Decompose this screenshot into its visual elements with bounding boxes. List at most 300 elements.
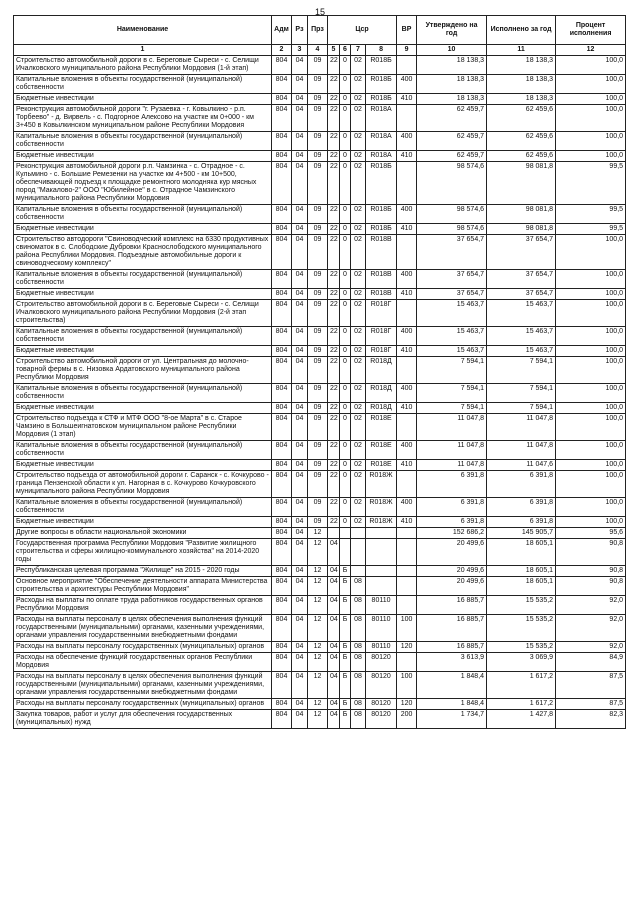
row-csr-direction: 80120 <box>366 672 397 699</box>
table-row <box>14 699 626 710</box>
header-vr: ВР <box>397 16 417 45</box>
row-vr <box>397 105 417 132</box>
row-executed: 98 081,8 <box>487 205 556 224</box>
row-rz: 04 <box>292 528 308 539</box>
row-approved: 15 463,7 <box>417 300 487 327</box>
row-csr-direction: R018А <box>366 132 397 151</box>
row-csr-program: 22 <box>328 327 340 346</box>
row-csr-direction: R018Е <box>366 460 397 471</box>
header-prz: Прз <box>308 16 328 45</box>
table-row <box>14 577 626 596</box>
row-name: Капитальные вложения в объекты государственной (муниципальной) собственности <box>14 441 272 460</box>
row-csr-direction: 80120 <box>366 710 397 729</box>
row-csr-subprogram: 0 <box>340 460 351 471</box>
row-rz: 04 <box>292 224 308 235</box>
row-csr-event: 02 <box>351 460 366 471</box>
row-executed: 98 081,8 <box>487 162 556 205</box>
row-adm: 804 <box>272 132 292 151</box>
row-executed: 18 605,1 <box>487 539 556 566</box>
row-approved: 15 463,7 <box>417 346 487 357</box>
row-adm: 804 <box>272 528 292 539</box>
row-adm: 804 <box>272 414 292 441</box>
row-name: Строительство автодороги "Свиноводческий комплекс на 6330 продуктивных свиноматок в с. Слободские Дубровки Краснослободского муниципального района Республики Мордовия. Подъездные автомобильные дороги к свиноводческому комплексу" <box>14 235 272 270</box>
row-name: Бюджетные инвестиции <box>14 94 272 105</box>
row-adm: 804 <box>272 346 292 357</box>
row-approved: 98 574,6 <box>417 205 487 224</box>
row-name: Строительство подъезда от автомобильной дороги г. Саранск - с. Кочкурово - граница Пензенской области к ул. Нагорная в с. Кочкурово Кочкуровского муниципального района Республики Мордовия <box>14 471 272 498</box>
row-prz: 09 <box>308 414 328 441</box>
row-csr-direction <box>366 528 397 539</box>
row-rz: 04 <box>292 596 308 615</box>
row-vr <box>397 471 417 498</box>
row-rz: 04 <box>292 403 308 414</box>
row-prz: 09 <box>308 132 328 151</box>
row-vr: 100 <box>397 672 417 699</box>
row-adm: 804 <box>272 653 292 672</box>
column-number: 4 <box>308 45 328 56</box>
row-vr <box>397 300 417 327</box>
row-approved: 6 391,8 <box>417 471 487 498</box>
row-approved: 11 047,8 <box>417 414 487 441</box>
row-csr-subprogram: Б <box>340 577 351 596</box>
column-number-row <box>14 45 626 56</box>
table-row <box>14 384 626 403</box>
table-row <box>14 132 626 151</box>
row-percent: 95,6 <box>556 528 626 539</box>
row-executed: 6 391,8 <box>487 471 556 498</box>
row-prz: 12 <box>308 528 328 539</box>
row-executed: 11 047,8 <box>487 441 556 460</box>
row-csr-event: 08 <box>351 672 366 699</box>
row-rz: 04 <box>292 672 308 699</box>
row-executed: 7 594,1 <box>487 403 556 414</box>
row-vr <box>397 596 417 615</box>
row-name: Другие вопросы в области национальной экономики <box>14 528 272 539</box>
row-csr-event: 02 <box>351 151 366 162</box>
row-adm: 804 <box>272 289 292 300</box>
row-csr-event: 02 <box>351 270 366 289</box>
row-csr-direction: R018В <box>366 235 397 270</box>
row-csr-event <box>351 566 366 577</box>
table-row <box>14 94 626 105</box>
row-prz: 09 <box>308 205 328 224</box>
row-rz: 04 <box>292 132 308 151</box>
row-adm: 804 <box>272 460 292 471</box>
row-prz: 12 <box>308 642 328 653</box>
page-number: 15 <box>314 7 325 17</box>
row-executed: 37 654,7 <box>487 235 556 270</box>
row-csr-event: 08 <box>351 653 366 672</box>
row-csr-program: 22 <box>328 205 340 224</box>
row-percent: 100,0 <box>556 498 626 517</box>
table-row <box>14 710 626 729</box>
row-adm: 804 <box>272 539 292 566</box>
row-adm: 804 <box>272 699 292 710</box>
row-csr-subprogram <box>340 539 351 566</box>
row-executed: 7 594,1 <box>487 384 556 403</box>
row-csr-event: 08 <box>351 642 366 653</box>
row-rz: 04 <box>292 517 308 528</box>
row-executed: 1 617,2 <box>487 699 556 710</box>
row-approved: 37 654,7 <box>417 235 487 270</box>
row-vr <box>397 653 417 672</box>
row-adm: 804 <box>272 162 292 205</box>
row-rz: 04 <box>292 56 308 75</box>
row-csr-event: 08 <box>351 699 366 710</box>
row-csr-program: 22 <box>328 105 340 132</box>
row-executed: 15 463,7 <box>487 346 556 357</box>
row-vr: 100 <box>397 615 417 642</box>
row-executed: 18 138,3 <box>487 94 556 105</box>
row-vr: 400 <box>397 270 417 289</box>
row-rz: 04 <box>292 460 308 471</box>
row-prz: 12 <box>308 672 328 699</box>
row-adm: 804 <box>272 642 292 653</box>
row-rz: 04 <box>292 498 308 517</box>
row-percent: 100,0 <box>556 471 626 498</box>
row-prz: 12 <box>308 577 328 596</box>
row-vr: 410 <box>397 460 417 471</box>
row-prz: 09 <box>308 346 328 357</box>
row-prz: 09 <box>308 162 328 205</box>
row-csr-program: 04 <box>328 710 340 729</box>
row-vr: 400 <box>397 441 417 460</box>
row-prz: 09 <box>308 384 328 403</box>
row-csr-direction: R018Г <box>366 327 397 346</box>
row-csr-subprogram: 0 <box>340 300 351 327</box>
row-name: Реконструкция автомобильной дороги р.п. Чамзинка - с. Отрадное - с. Кульмино - с. Большие Ремезенки на участке км 4+500 - км 10+500, обеспечивающей подъезд к площадке ремонтного молодняка кур мясных пород "Макалово-2" ООО "Юбилейное" в с. Отрадное Чамзинского муниципального района Республики Мордовия <box>14 162 272 205</box>
row-csr-program: 22 <box>328 403 340 414</box>
row-rz: 04 <box>292 577 308 596</box>
table-row <box>14 539 626 566</box>
header-approved: Утверждено на год <box>417 16 487 45</box>
table-row <box>14 151 626 162</box>
row-csr-subprogram: Б <box>340 566 351 577</box>
row-approved: 1 734,7 <box>417 710 487 729</box>
row-csr-event: 02 <box>351 105 366 132</box>
row-csr-subprogram: Б <box>340 642 351 653</box>
row-percent: 92,0 <box>556 596 626 615</box>
table-row <box>14 346 626 357</box>
row-approved: 20 499,6 <box>417 566 487 577</box>
row-adm: 804 <box>272 577 292 596</box>
row-csr-direction: R018Б <box>366 94 397 105</box>
row-csr-direction: R018Б <box>366 205 397 224</box>
row-name: Закупка товаров, работ и услуг для обеспечения государственных (муниципальных) нужд <box>14 710 272 729</box>
row-name: Бюджетные инвестиции <box>14 403 272 414</box>
row-vr: 410 <box>397 517 417 528</box>
row-executed: 15 535,2 <box>487 596 556 615</box>
column-number: 5 <box>328 45 340 56</box>
row-rz: 04 <box>292 642 308 653</box>
table-row <box>14 653 626 672</box>
row-csr-direction: R018Е <box>366 441 397 460</box>
row-csr-subprogram <box>340 528 351 539</box>
row-csr-direction: 80110 <box>366 615 397 642</box>
row-percent: 92,0 <box>556 642 626 653</box>
row-executed: 15 463,7 <box>487 327 556 346</box>
row-csr-program: 22 <box>328 132 340 151</box>
row-csr-program: 22 <box>328 270 340 289</box>
row-name: Капитальные вложения в объекты государственной (муниципальной) собственности <box>14 132 272 151</box>
row-csr-program: 22 <box>328 357 340 384</box>
row-approved: 18 138,3 <box>417 94 487 105</box>
row-executed: 11 047,8 <box>487 414 556 441</box>
row-percent: 100,0 <box>556 384 626 403</box>
row-approved: 98 574,6 <box>417 162 487 205</box>
row-prz: 09 <box>308 441 328 460</box>
row-csr-direction: R018А <box>366 151 397 162</box>
row-csr-direction: R018Д <box>366 403 397 414</box>
row-name: Основное мероприятие "Обеспечение деятельности аппарата Министерства строительства и архитектуры Республики Мордовия" <box>14 577 272 596</box>
row-adm: 804 <box>272 75 292 94</box>
row-vr: 200 <box>397 710 417 729</box>
row-rz: 04 <box>292 357 308 384</box>
row-executed: 62 459,6 <box>487 105 556 132</box>
row-csr-event: 02 <box>351 384 366 403</box>
row-percent: 100,0 <box>556 414 626 441</box>
row-csr-direction: R018Б <box>366 75 397 94</box>
row-adm: 804 <box>272 672 292 699</box>
row-name: Капитальные вложения в объекты государственной (муниципальной) собственности <box>14 498 272 517</box>
row-adm: 804 <box>272 300 292 327</box>
row-prz: 09 <box>308 235 328 270</box>
row-vr <box>397 539 417 566</box>
row-csr-direction: 80120 <box>366 653 397 672</box>
row-name: Капитальные вложения в объекты государственной (муниципальной) собственности <box>14 270 272 289</box>
row-adm: 804 <box>272 224 292 235</box>
row-csr-event: 08 <box>351 710 366 729</box>
budget-execution-table <box>13 15 626 729</box>
row-csr-direction: R018Ж <box>366 471 397 498</box>
row-name: Бюджетные инвестиции <box>14 460 272 471</box>
row-adm: 804 <box>272 710 292 729</box>
row-csr-event: 02 <box>351 94 366 105</box>
row-executed: 145 905,7 <box>487 528 556 539</box>
row-name: Бюджетные инвестиции <box>14 151 272 162</box>
row-prz: 09 <box>308 300 328 327</box>
row-vr: 400 <box>397 132 417 151</box>
row-percent: 100,0 <box>556 151 626 162</box>
row-name: Бюджетные инвестиции <box>14 346 272 357</box>
row-csr-subprogram: 0 <box>340 289 351 300</box>
row-name: Расходы на выплаты персоналу государственных (муниципальных) органов <box>14 642 272 653</box>
row-percent: 90,8 <box>556 539 626 566</box>
row-adm: 804 <box>272 517 292 528</box>
row-vr: 400 <box>397 75 417 94</box>
row-vr <box>397 235 417 270</box>
row-approved: 1 848,4 <box>417 699 487 710</box>
row-executed: 18 605,1 <box>487 577 556 596</box>
row-csr-subprogram: 0 <box>340 105 351 132</box>
row-approved: 16 885,7 <box>417 642 487 653</box>
row-percent: 100,0 <box>556 517 626 528</box>
row-name: Бюджетные инвестиции <box>14 224 272 235</box>
row-adm: 804 <box>272 270 292 289</box>
row-adm: 804 <box>272 327 292 346</box>
row-csr-program: 22 <box>328 414 340 441</box>
row-percent: 100,0 <box>556 403 626 414</box>
row-rz: 04 <box>292 235 308 270</box>
row-csr-subprogram: Б <box>340 653 351 672</box>
row-csr-program: 04 <box>328 672 340 699</box>
row-csr-subprogram: 0 <box>340 327 351 346</box>
row-executed: 62 459,6 <box>487 151 556 162</box>
row-name: Бюджетные инвестиции <box>14 517 272 528</box>
table-row <box>14 403 626 414</box>
row-csr-subprogram: 0 <box>340 498 351 517</box>
row-csr-program: 22 <box>328 498 340 517</box>
row-vr: 400 <box>397 327 417 346</box>
row-percent: 100,0 <box>556 270 626 289</box>
row-approved: 16 885,7 <box>417 596 487 615</box>
row-csr-event: 02 <box>351 357 366 384</box>
row-adm: 804 <box>272 471 292 498</box>
row-vr: 400 <box>397 498 417 517</box>
row-approved: 3 613,9 <box>417 653 487 672</box>
row-rz: 04 <box>292 289 308 300</box>
row-csr-program: 04 <box>328 653 340 672</box>
row-csr-direction <box>366 577 397 596</box>
row-csr-direction: R018Б <box>366 224 397 235</box>
row-csr-program: 22 <box>328 460 340 471</box>
table-row <box>14 224 626 235</box>
row-csr-subprogram: 0 <box>340 94 351 105</box>
row-rz: 04 <box>292 205 308 224</box>
row-csr-event: 02 <box>351 132 366 151</box>
table-row <box>14 642 626 653</box>
row-csr-subprogram: 0 <box>340 403 351 414</box>
row-csr-event: 02 <box>351 289 366 300</box>
row-rz: 04 <box>292 441 308 460</box>
row-approved: 62 459,7 <box>417 132 487 151</box>
row-executed: 1 427,8 <box>487 710 556 729</box>
row-csr-subprogram: 0 <box>340 205 351 224</box>
row-csr-event: 02 <box>351 300 366 327</box>
row-csr-subprogram: 0 <box>340 132 351 151</box>
row-adm: 804 <box>272 566 292 577</box>
row-name: Строительство автомобильной дороги в с. Береговые Сыреси - с. Селищи Ичалковского муниципального района Республики Мордовия (2-й этап строительства) <box>14 300 272 327</box>
row-csr-subprogram: 0 <box>340 414 351 441</box>
row-executed: 62 459,6 <box>487 132 556 151</box>
row-executed: 15 463,7 <box>487 300 556 327</box>
row-prz: 12 <box>308 596 328 615</box>
row-rz: 04 <box>292 471 308 498</box>
row-csr-program: 22 <box>328 151 340 162</box>
row-csr-event: 02 <box>351 205 366 224</box>
table-row <box>14 471 626 498</box>
row-percent: 100,0 <box>556 56 626 75</box>
row-approved: 98 574,6 <box>417 224 487 235</box>
row-csr-event: 02 <box>351 498 366 517</box>
header-adm: Адм <box>272 16 292 45</box>
column-number: 12 <box>556 45 626 56</box>
row-rz: 04 <box>292 270 308 289</box>
row-rz: 04 <box>292 346 308 357</box>
row-name: Капитальные вложения в объекты государственной (муниципальной) собственности <box>14 327 272 346</box>
row-adm: 804 <box>272 235 292 270</box>
row-csr-event: 08 <box>351 577 366 596</box>
row-executed: 98 081,8 <box>487 224 556 235</box>
row-adm: 804 <box>272 205 292 224</box>
row-rz: 04 <box>292 566 308 577</box>
column-number: 1 <box>14 45 272 56</box>
row-approved: 11 047,8 <box>417 441 487 460</box>
table-row <box>14 327 626 346</box>
table-row <box>14 270 626 289</box>
table-row <box>14 596 626 615</box>
row-csr-program: 04 <box>328 699 340 710</box>
row-csr-direction: R018Е <box>366 414 397 441</box>
row-executed: 15 535,2 <box>487 642 556 653</box>
row-adm: 804 <box>272 441 292 460</box>
row-approved: 62 459,7 <box>417 105 487 132</box>
table-body <box>14 56 626 729</box>
row-prz: 09 <box>308 327 328 346</box>
row-percent: 100,0 <box>556 300 626 327</box>
row-vr: 120 <box>397 642 417 653</box>
row-approved: 11 047,8 <box>417 460 487 471</box>
row-csr-program: 22 <box>328 56 340 75</box>
row-csr-subprogram: 0 <box>340 151 351 162</box>
row-adm: 804 <box>272 403 292 414</box>
row-name: Капитальные вложения в объекты государственной (муниципальной) собственности <box>14 205 272 224</box>
row-csr-subprogram: Б <box>340 615 351 642</box>
row-percent: 100,0 <box>556 289 626 300</box>
row-csr-event: 02 <box>351 403 366 414</box>
row-csr-program: 22 <box>328 346 340 357</box>
row-executed: 6 391,8 <box>487 517 556 528</box>
row-prz: 09 <box>308 498 328 517</box>
row-vr <box>397 162 417 205</box>
row-vr <box>397 528 417 539</box>
row-percent: 100,0 <box>556 132 626 151</box>
row-percent: 100,0 <box>556 75 626 94</box>
row-csr-subprogram: 0 <box>340 441 351 460</box>
row-name: Строительство автомобильной дороги от ул. Центральная до молочно-товарной фермы в с. Низовка Ардатовского муниципального района Республики Мордовия <box>14 357 272 384</box>
row-csr-direction: R018Ж <box>366 498 397 517</box>
header-csr: Цср <box>328 16 397 45</box>
row-approved: 15 463,7 <box>417 327 487 346</box>
row-name: Республиканская целевая программа "Жилище" на 2015 - 2020 годы <box>14 566 272 577</box>
row-csr-direction: 80120 <box>366 699 397 710</box>
header-rz: Рз <box>292 16 308 45</box>
row-adm: 804 <box>272 151 292 162</box>
table-row <box>14 105 626 132</box>
row-percent: 100,0 <box>556 460 626 471</box>
row-csr-event: 02 <box>351 162 366 205</box>
row-percent: 100,0 <box>556 235 626 270</box>
row-prz: 09 <box>308 357 328 384</box>
row-rz: 04 <box>292 300 308 327</box>
row-adm: 804 <box>272 105 292 132</box>
row-csr-program: 22 <box>328 517 340 528</box>
row-percent: 99,5 <box>556 162 626 205</box>
row-prz: 12 <box>308 539 328 566</box>
row-name: Строительство автомобильной дороги в с. Береговые Сыреси - с. Селищи Ичалковского муниципального района Республики Мордовия (1-й этап) <box>14 56 272 75</box>
row-prz: 12 <box>308 615 328 642</box>
row-csr-direction: R018В <box>366 270 397 289</box>
row-percent: 90,8 <box>556 566 626 577</box>
row-csr-event: 02 <box>351 56 366 75</box>
row-prz: 12 <box>308 653 328 672</box>
row-csr-subprogram: 0 <box>340 162 351 205</box>
row-csr-subprogram: 0 <box>340 224 351 235</box>
column-number: 11 <box>487 45 556 56</box>
row-adm: 804 <box>272 357 292 384</box>
row-rz: 04 <box>292 75 308 94</box>
row-rz: 04 <box>292 414 308 441</box>
